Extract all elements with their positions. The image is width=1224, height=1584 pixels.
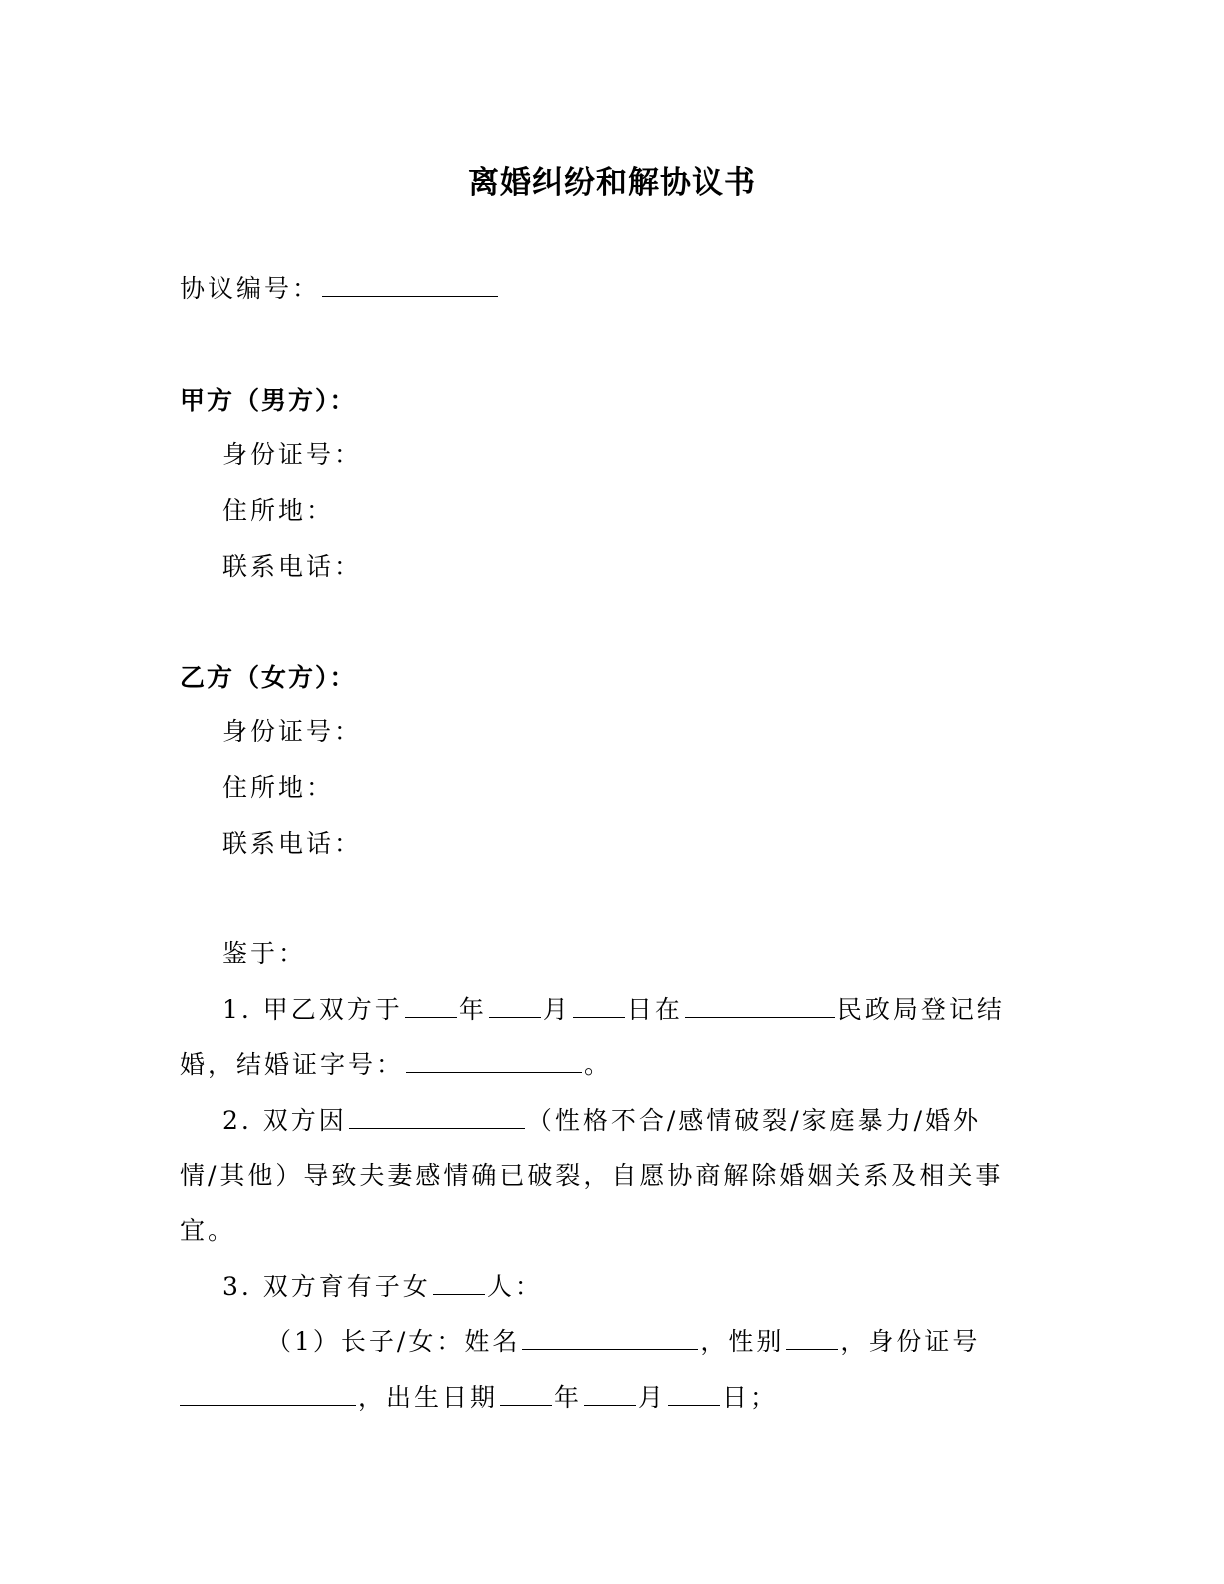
marriage-day-blank[interactable]: [573, 993, 625, 1018]
agreement-number-line: [180, 272, 500, 306]
child-gender-blank[interactable]: [786, 1325, 838, 1350]
whereas-label: 鉴于：: [222, 939, 307, 968]
party-b-heading: 乙方（女方）：: [180, 663, 357, 692]
registration-text: 民政局登记结: [836, 995, 1005, 1024]
clause-2-line-1: [222, 1104, 981, 1138]
month-text: 月: [542, 995, 571, 1024]
party-b-address-label: 住所地：: [222, 773, 335, 802]
reason-options-text: （性格不合/感情破裂/家庭暴力/婚外: [526, 1106, 982, 1135]
child-birth-day-blank[interactable]: [668, 1381, 720, 1406]
persons-text: 人：: [486, 1272, 543, 1301]
party-b-id-label: 身份证号：: [222, 717, 363, 746]
clause-1-line-2: [180, 1048, 612, 1082]
child-1-line-2: [180, 1381, 778, 1415]
clause-1-line-1: [222, 993, 1005, 1027]
party-a-id-label: 身份证号：: [222, 440, 363, 469]
party-b-phone-label: 联系电话：: [222, 829, 363, 858]
certificate-number-blank[interactable]: [406, 1048, 582, 1073]
child-birth-month-blank[interactable]: [584, 1381, 636, 1406]
document-title: 离婚纠纷和解协议书: [468, 165, 756, 201]
day-text: 日在: [626, 995, 683, 1024]
birth-month-text: 月: [638, 1383, 667, 1412]
marriage-month-blank[interactable]: [489, 993, 541, 1018]
party-a-heading: 甲方（男方）：: [180, 386, 357, 415]
certificate-label: 婚，结婚证字号：: [180, 1050, 405, 1079]
child-1-line-1: [266, 1325, 980, 1359]
child-gender-label: ，性别: [700, 1327, 785, 1356]
party-a-address-label: 住所地：: [222, 496, 335, 525]
agreement-number-label: 协议编号：: [180, 274, 321, 303]
clause-2-text: 2. 双方因: [222, 1106, 347, 1135]
child-id-label: ，身份证号: [840, 1327, 981, 1356]
clause-2-line-2: 情/其他）导致夫妻感情确已破裂，自愿协商解除婚姻关系及相关事: [180, 1161, 1004, 1190]
clause-2-line-3: 宜。: [180, 1216, 237, 1245]
agreement-number-blank[interactable]: [322, 272, 498, 297]
child-name-label: （1）长子/女：姓名: [266, 1327, 521, 1356]
child-birth-year-blank[interactable]: [500, 1381, 552, 1406]
period-text: 。: [584, 1050, 613, 1079]
child-id-blank[interactable]: [180, 1381, 356, 1406]
divorce-reason-blank[interactable]: [349, 1104, 525, 1129]
birth-year-text: 年: [554, 1383, 583, 1412]
civil-affairs-bureau-blank[interactable]: [685, 993, 835, 1018]
party-a-phone-label: 联系电话：: [222, 552, 363, 581]
children-count-blank[interactable]: [433, 1270, 485, 1295]
clause-3-text: 3. 双方育有子女: [222, 1272, 431, 1301]
child-birthdate-label: ，出生日期: [358, 1383, 499, 1412]
clause-3-line: [222, 1270, 543, 1304]
child-name-blank[interactable]: [522, 1325, 698, 1350]
birth-day-text: 日；: [722, 1383, 779, 1412]
clause-1-text: 1. 甲乙双方于: [222, 995, 403, 1024]
year-text: 年: [458, 995, 487, 1024]
marriage-year-blank[interactable]: [405, 993, 457, 1018]
